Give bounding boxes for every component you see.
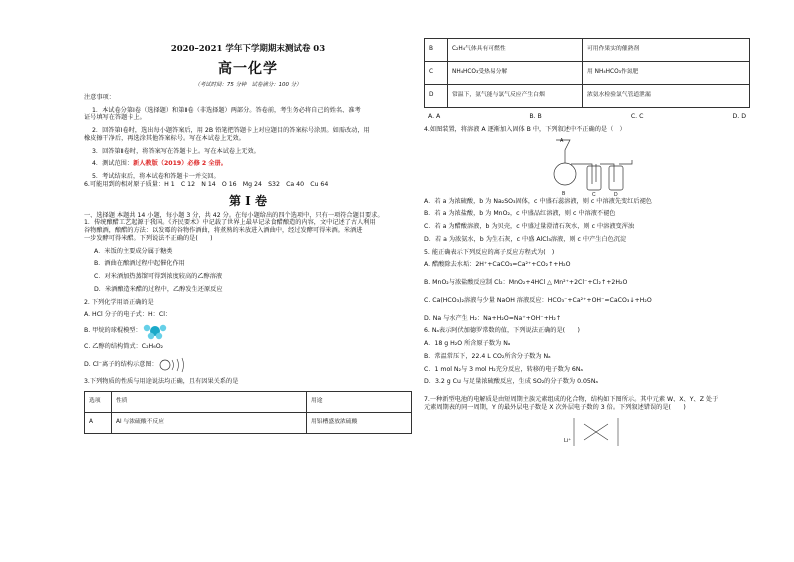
chloride-ion-structure-icon [158,357,188,373]
table-cell: B [425,39,448,62]
table-cell: 常温下，氨气能与氯气反应产生白烟 [448,85,583,108]
q3-option-a: A. A [428,113,441,120]
q3-option-d: D. D [732,113,746,120]
methane-ball-stick-icon [142,322,168,340]
table-cell: D [425,85,448,108]
notice-item-5: 5．考试结束后，将本试卷和答题卡一并交回。 [92,173,220,181]
q4-option-c: C．若 a 为醋酸溶液，b 为贝壳，c 中盛过量澄清石灰水，则 c 中溶液变浑浊 [424,223,635,230]
notice-item-3: 3．回答第Ⅱ卷时，将答案写在答题卡上。写在本试卷上无效。 [92,147,260,155]
notice-item-2b: 橡皮擦干净后，再选涂其他答案标号。写在本试卷上无效。 [84,134,245,142]
q5-option-a: A. 醋酸除去水垢：2H⁺+CaCO₃=Ca²⁺+CO₂↑+H₂O [424,261,571,269]
apparatus-label-d: D [614,191,618,198]
table-cell: 选项 [85,391,112,412]
table-row [425,39,750,62]
q6-option-a: A．18 g H₂O 所含原子数为 Nₐ [424,340,511,347]
q4-option-d: D．若 a 为浓氨水，b 为生石灰，c 中盛 AlCl₃溶液，则 c 中产生白色沉淀 [424,235,627,243]
table-cell: 用铝槽盛放浓硫酸 [307,412,412,433]
q5-option-c: C. Ca(HCO₃)₂溶液与少量 NaOH 溶液反应：HCO₃⁻+Ca²⁺+OH⁻=CaCO₃↓+H₂O [424,296,652,304]
table-cell: 用 NH₄HCO₃作氮肥 [583,62,750,85]
section-heading: 第 Ⅰ 卷 [229,193,267,208]
table-cell: A [85,412,112,433]
table-row [425,85,750,108]
q1-option-c: C．对米酒加热蒸馏可得到浓度较高的乙醇溶液 [94,273,223,281]
q3-table [84,391,412,434]
table-cell: 可用作果实的催熟剂 [583,39,750,62]
right-column [424,0,750,562]
exam-subject: 高一化学 [218,60,278,77]
q7-line-2: 元素周期表的同一周期，Y 的最外层电子数是 X 次外层电子数的 3 倍。下列叙述错误的是( ) [424,403,686,411]
q3-options [424,113,750,121]
q1-line-2: 谷物酿酒，酿醋的方法：以发霉的谷物作酒曲，将煮熟的米放进入酒曲中，经过发酵可得米酒。米酒进 [84,227,363,235]
q1-option-b: B．酒曲在酿酒过程中起催化作用 [94,260,185,268]
q3-table-continued [424,38,750,108]
table-row [85,391,412,412]
q3-option-b: B. B [529,113,542,120]
q2-option-c: C. 乙醇的结构简式：C₂H₆O₂ [84,343,164,351]
q6-option-d: D．3.2 g Cu 与足量浓硫酸反应，生成 SO₂的分子数为 0.05Nₐ [424,378,598,386]
q1-line-1: 1．传统酿醋工艺起源于我国。《齐民要术》中记载了世界上最早记录食醋酿造的内容，文中记述了古人利用 [84,219,376,227]
notice-item-6: 6.可能用到的相对原子质量：H 1 C 12 N 14 O 16 Mg 24 S32 Ca 40 Cu 64 [84,180,329,188]
notice-heading: 注意事项： [84,93,115,101]
q6-stem: 6. Nₐ表示阿伏加德罗常数的值，下列说法正确的是( ) [424,327,580,335]
apparatus-label-b: B [562,190,566,197]
q2-option-d: D. Cl⁻离子的结构示意图： [84,361,158,368]
exam-title: 2020–2021 学年下学期期末测试卷 03 [170,44,326,54]
test-scope-value: 新人教版（2019）必修 2 全册。 [133,160,227,168]
table-row [425,62,750,85]
exam-meta: （考试时间：75 分钟 试卷满分：100 分） [194,82,302,89]
q1-line-3: 一步发酵可得米醋。下列说法不正确的是( ) [84,234,213,242]
q6-option-b: B．常温常压下，22.4 L CO₂所含分子数为 Nₐ [424,352,551,360]
notice-item-4 [84,160,412,168]
q6-option-c: C．1 mol N₂与 3 mol H₂充分反应，转移的电子数为 6Nₐ [424,365,583,373]
table-cell: 性质 [112,391,307,412]
table-cell: 用途 [307,391,412,412]
q1-option-a: A．米饭的主要成分属于糖类 [94,247,173,255]
q2-option-b: B. 甲烷的球棍模型： [84,327,142,335]
q4-stem: 4.如图装置，将溶液 A 逐渐加入固体 B 中，下列叙述中不正确的是（ ） [424,125,626,133]
table-cell: C₂H₄气体具有可燃性 [448,39,583,62]
q2-stem: 2. 下列化学用语正确的是 [84,298,154,306]
notice-item-2a: 2．回答第Ⅰ卷时，选出每小题答案后，用 2B 铅笔把答题卡上对应题目的答案标号涂黑。如需改动，用 [92,127,370,135]
q5-option-b: B. MnO₂与浓盐酸反应制 Cl₂：MnO₂+4HCl △ Mn²⁺+2Cl⁻+Cl₂↑+2H₂O [424,279,628,286]
q7-line-1: 7.一种新型电池的电解质是由短周期主族元素组成的化合物，结构如下图所示。其中元素 W、X、Y、Z 处于 [424,396,719,403]
test-scope-label: 4．测试范围： [92,160,134,168]
q2-option-a: A. HCl 分子的电子式：H：Cl： [84,311,172,319]
table-cell: NH₄HCO₃受热易分解 [448,62,583,85]
notice-item-1b: 证号填写在答题卡上。 [84,114,146,122]
apparatus-label-c: C [592,191,596,198]
gas-apparatus-diagram [424,134,750,198]
table-cell: 浓氨水检验氯气管道泄漏 [583,85,750,108]
electrolyte-structure-diagram [424,412,750,452]
table-cell: C [425,62,448,85]
q4-option-a: A．若 a 为浓硫酸，b 为 Na₂SO₃固体，c 中盛石蕊溶液，则 c 中溶液先变红后褪色 [424,197,652,205]
apparatus-label-a: A [560,137,564,144]
q5-option-d: D. Na 与水产生 H₂：Na+H₂O=Na⁺+OH⁻+H₂↑ [424,314,562,322]
notice-item-1a: 1．本试卷分第Ⅰ卷（选择题）和第Ⅱ卷（非选择题）两部分。答卷前，考生务必将自己的姓名、准考 [92,106,361,114]
q4-option-b: B．若 a 为浓盐酸，b 为 MnO₂，c 中盛品红溶液，则 c 中溶液不褪色 [424,210,616,218]
q3-option-c: C. C [630,113,644,120]
section-intro: 一、选择题 本题共 14 小题，每小题 3 分，共 42 分。在每小题给出的四个选项中，只有一项符合题目要求。 [84,211,384,219]
q1-option-d: D．米酒酿造米醋的过程中，乙醇发生还原反应 [94,285,223,293]
q5-stem: 5. 能正确表示下列反应的离子反应方程式为( ) [424,248,555,256]
q3-stem: 3.下列物质的性质与用途说法均正确，且有因果关系的是 [84,377,239,385]
left-column [84,0,412,562]
table-cell: Al 与浓硫酸不反应 [112,412,307,433]
table-row [85,412,412,433]
structure-label: Li⁺ [564,437,572,444]
